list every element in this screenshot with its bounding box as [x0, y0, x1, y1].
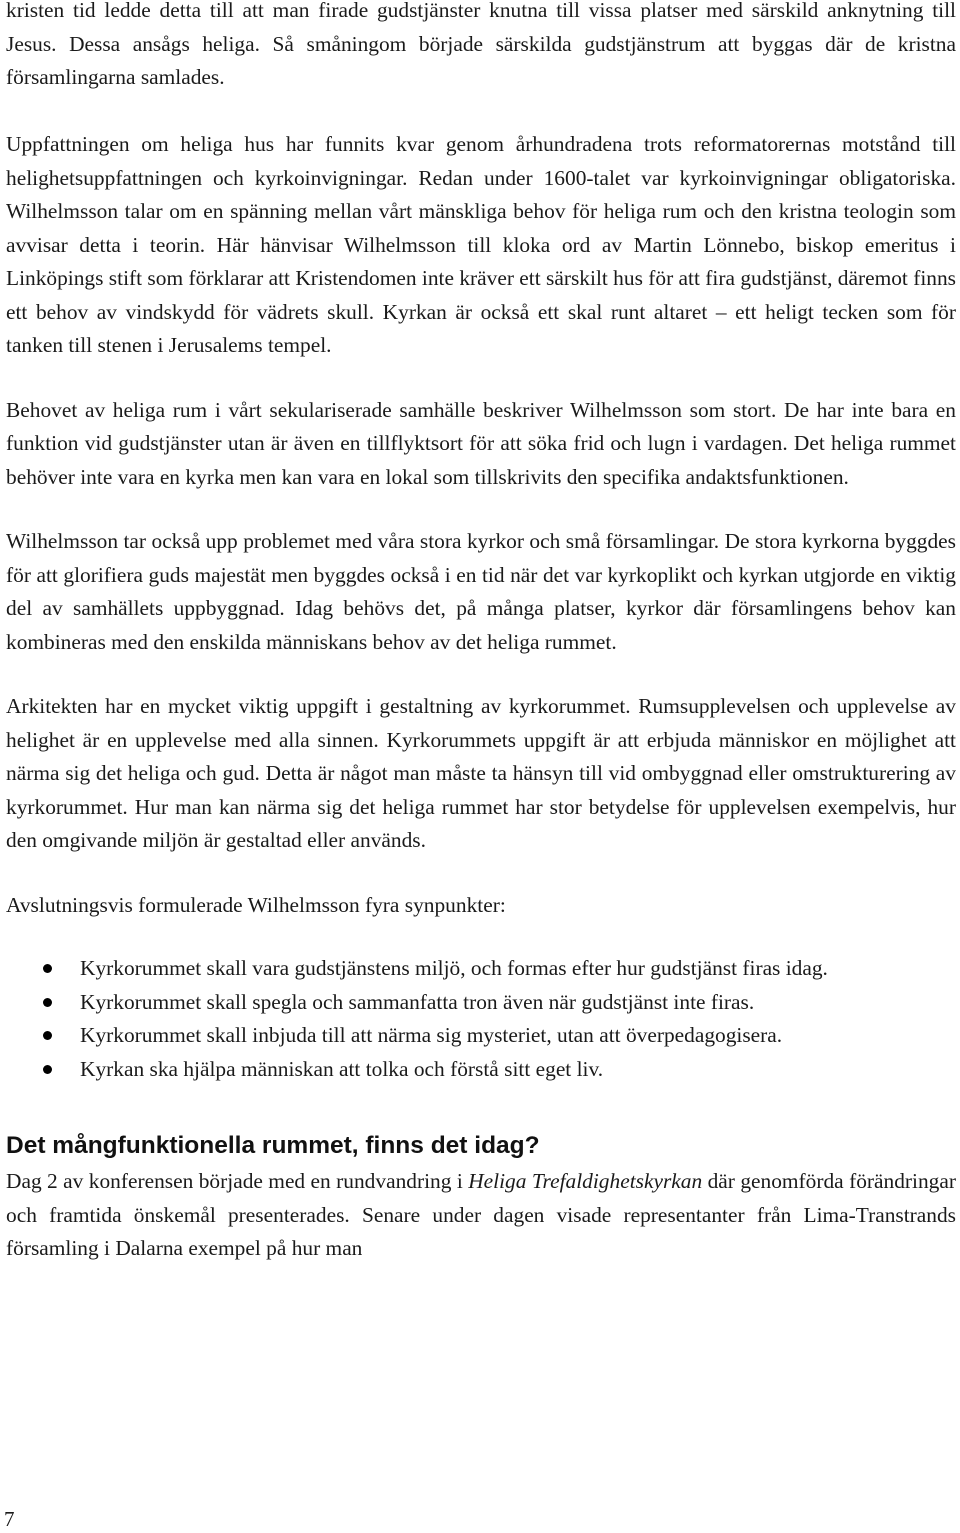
- paragraph-large-churches: Wilhelmsson tar också upp problemet med våra stora kyrkor och små församlingar. De stora kyrkorna byggdes för att glorifiera guds majestät men byggdes också i en tid när det var kyrkoplikt och kyrkan utgjorde en viktig del av samhällets uppbyggnad. Idag behövs det, på många platser, kyrkor där församlingens behov kan kombineras med den enskilda människans behov av det heliga rummet.: [6, 529, 956, 654]
- list-item: [6, 1053, 956, 1087]
- bullet-icon: [43, 1065, 52, 1074]
- document-page: [6, 0, 956, 1266]
- paragraph-secular-need: Behovet av heliga rum i vårt sekulariserade samhälle beskriver Wilhelmsson som stort. De har inte bara en funktion vid gudstjänster utan är även en tillflyktsort för att söka frid och lugn i vardagen. Det heliga rummet behöver inte vara en kyrka men kan vara en lokal som tillskrivits den specifika andaktsfunktionen.: [6, 397, 956, 489]
- bullet-icon: [43, 1031, 52, 1040]
- section-heading: Det mångfunktionella rummet, finns det idag?: [6, 1132, 540, 1159]
- paragraph-architect-role: Arkitekten har en mycket viktig uppgift i gestaltning av kyrkorummet. Rumsupplevelsen och upplevelse av helighet är en upplevelse med alla sinnen. Kyrkorummets uppgift är att erbjuda människor en möjlighet att närma sig det heliga och gud. Detta är något man måste ta hänsyn till vid ombyggnad eller omstrukturering av kyrkorummet. Hur man kan närma sig det heliga rummet har stor betydelse för upplevelsen exempelvis, hur den omgivande miljön är gestaltad eller används.: [6, 694, 956, 852]
- paragraph-day-two-end: där genomförda förändringar och framtida önskemål presenterades. Senare under dagen visade representanter från Lima-Transtrands församling i Dalarna exempel på hur man: [6, 1169, 956, 1260]
- church-name: Heliga Trefaldighetskyrkan: [468, 1169, 703, 1193]
- paragraph-intro-continued: kristen tid ledde detta till att man firade gudstjänster knutna till vissa platser med särskild anknytning till Jesus. Dessa ansågs heliga. Så småningom började särskilda gudstjänstrum att byggas där de kristna församlingarna samlades.: [6, 0, 956, 89]
- paragraph-conclusion-intro: Avslutningsvis formulerade Wilhelmsson fyra synpunkter:: [6, 892, 506, 917]
- list-item-text: Kyrkorummet skall inbjuda till att närma sig mysteriet, utan att överpedagogisera.: [80, 1023, 783, 1047]
- list-item-text: Kyrkorummet skall vara gudstjänstens miljö, och formas efter hur gudstjänst firas idag.: [80, 956, 828, 980]
- list-item: [6, 1019, 956, 1053]
- paragraph-holy-houses: Uppfattningen om heliga hus har funnits kvar genom århundradena trots reformatorernas motstånd till helighetsuppfattningen och kyrkoinvigningar. Redan under 1600-talet var kyrkoinvigningar obligatoriska. Wilhelmsson talar om en spänning mellan vårt mänskliga behov för heliga rum och den kristna teologin som avvisar detta i teorin. Här hänvisar Wilhelmsson till kloka ord av Martin Lönnebo, biskop emeritus i Linköpings stift som förklarar att Kristendomen inte kräver ett särskilt hus för att fira gudstjänst, däremot finns ett behov av vindskydd för vädrets skull. Kyrkan är också ett skal runt altaret – ett heligt tecken som för tanken till stenen i Jerusalems tempel.: [6, 132, 956, 357]
- bullet-icon: [43, 964, 52, 973]
- viewpoints-list: [6, 952, 956, 1086]
- list-item: [6, 952, 956, 986]
- list-item-text: Kyrkorummet skall spegla och sammanfatta tron även när gudstjänst inte firas.: [80, 989, 755, 1014]
- list-item-text: Kyrkan ska hjälpa människan att tolka och förstå sitt eget liv.: [80, 1056, 604, 1081]
- paragraph-day-two-start: Dag 2 av konferensen började med en rundvandring i: [6, 1169, 469, 1193]
- page-number: 7: [4, 1507, 15, 1531]
- bullet-icon: [43, 998, 52, 1007]
- paragraph-day-two: [6, 1165, 956, 1266]
- list-item: [6, 986, 956, 1020]
